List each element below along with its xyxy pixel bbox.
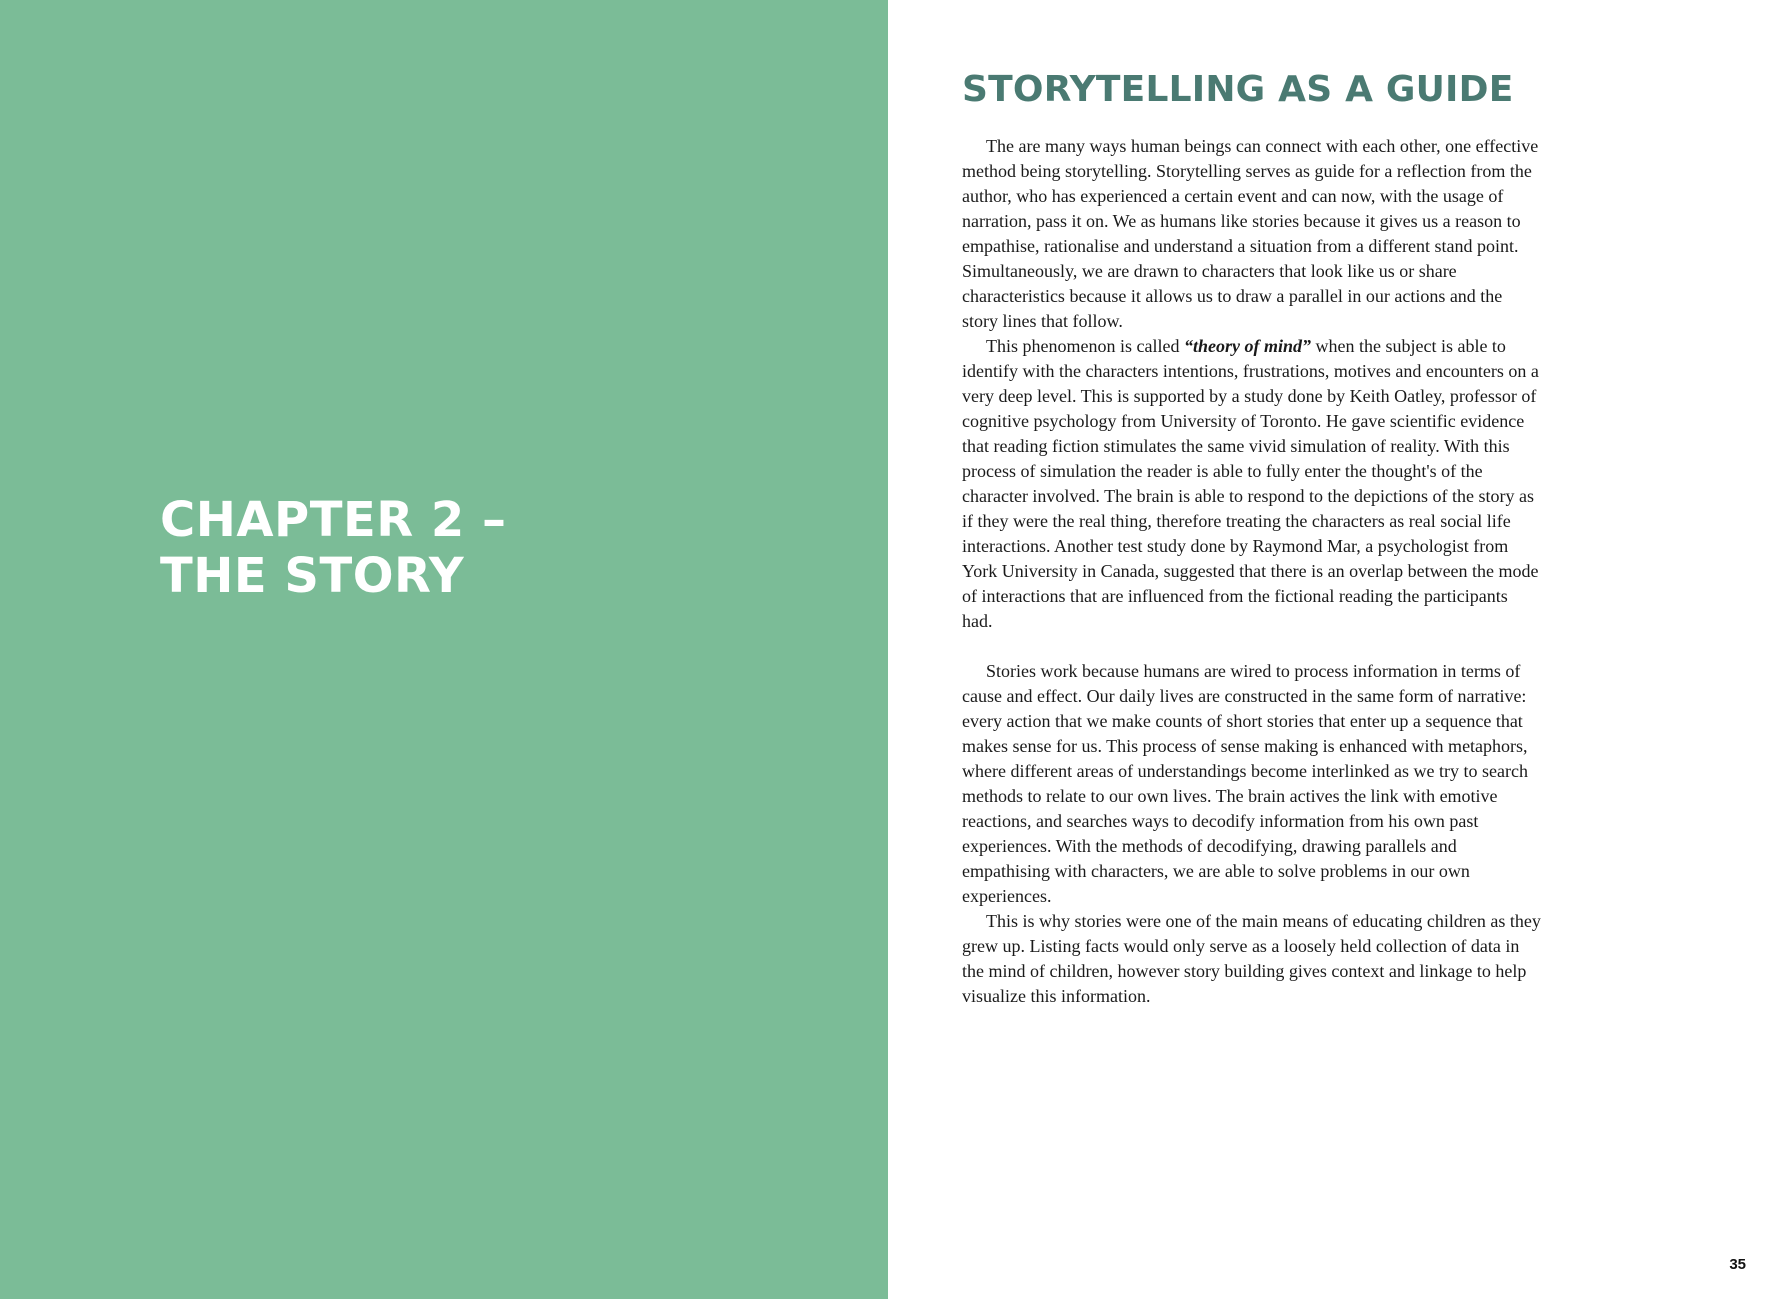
paragraph-2-rest: when the subject is able to identify with the characters intentions, frustrations, motives and encounters on a very deep level. This is supported by a study done by Keith Oatley, professor of cognitive psychology from University of Toronto. He gave scientific evidence that reading fiction stimulates the same vivid simulation of reality. With this process of simulation the reader is able to fully enter the thought's of the character involved. The brain is able to respond to the depictions of the story as if they were the real thing, therefore treating the characters as real social life interactions. Another test study done by Raymond Mar, a psychologist from York University in Canada, suggested that there is an overlap between the mode of interactions that are influenced from the fictional reading the participants had. (962, 336, 1539, 631)
chapter-title-line-1: CHAPTER 2 – (160, 492, 507, 548)
paragraph-3: Stories work because humans are wired to process information in terms of cause and effect. Our daily lives are constructed in the same form of narrative: every action that we make counts of short stories that enter up a sequence that makes sense for us. This process of sense making is enhanced with metaphors, where different areas of understandings become interlinked as we try to search methods to relate to our own lives. The brain actives the link with emotive reactions, and searches ways to decodify information from his own past experiences. With the methods of decodifying, drawing parallels and empathising with characters, we are able to solve problems in our own experiences. (962, 661, 1528, 906)
paragraph-1: The are many ways human beings can connect with each other, one effective method being storytelling. Storytelling serves as guide for a reflection from the author, who has experienced a certain event and can now, with the usage of narration, pass it on. We as humans like stories because it gives us a reason to empathise, rationalise and understand a situation from a different stand point. Simultaneously, we are drawn to characters that look like us or share characteristics because it allows us to draw a parallel in our actions and the story lines that follow. (962, 136, 1539, 331)
paragraph-2-start: This phenomenon is called (986, 336, 1184, 356)
chapter-title-line-2: THE STORY (160, 548, 465, 604)
section-title: STORYTELLING AS A GUIDE (962, 69, 1514, 110)
theory-of-mind-emphasis: “theory of mind” (1183, 336, 1311, 356)
paragraph-2 (962, 334, 1542, 634)
chapter-title (160, 492, 507, 604)
paragraph-4: This is why stories were one of the main means of educating children as they grew up. Listing facts would only serve as a loosely held collection of data in the mind of children, however story building gives context and linkage to help visualize this information. (962, 911, 1541, 1006)
page-number: 35 (1729, 1256, 1746, 1273)
text-page (888, 0, 1772, 1299)
body-text (962, 134, 1542, 1009)
